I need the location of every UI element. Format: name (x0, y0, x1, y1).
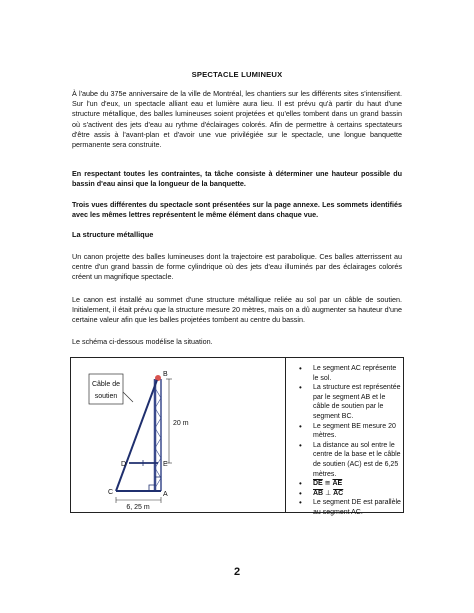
structure-diagram (71, 358, 285, 514)
segment-de-symbol: $\overline{DE}$ (313, 480, 323, 488)
perpendicular-symbol: ⊥ (323, 489, 334, 497)
fact-item (293, 489, 401, 499)
fact-item: • Le segment DE est parallèle au segment AC. (293, 498, 401, 517)
vertex-e-label: E (163, 461, 168, 468)
fact-item: • Le segment AC représente le sol. (293, 364, 401, 383)
schema-table (70, 357, 404, 516)
fact-item: • Le segment BE mesure 20 mètres. (293, 422, 401, 441)
vertex-b-label: B (163, 371, 168, 378)
table-divider (285, 358, 286, 512)
intro-paragraph: À l'aube du 375e anniversaire de la ville de Montréal, les chantiers sur les différents sites s'intensifient. Sur l'un d'eux, un spectacle alliant eau et lumière aura lieu. Il est prévu qu'à partir du haut d'une structure métallique, des balles lumineuses soient projetées et qu'elles tombent dans un grand bassin où s'activent des jets d'eau au rythme d'éclairages colorés. Afin de permettre à certains spectateurs d'être assis à l'avant-plan et d'avoir une vue privilégiée sur le spectacle, une longue banquette permanente sera construite. (72, 89, 402, 150)
page-number: 2 (233, 566, 241, 578)
fact-item: • La structure est représentée par le segment AB et le câble de soutien par le segment BC. (293, 383, 401, 421)
installation-paragraph: Le canon est installé au sommet d'une structure métallique reliée au sol par un câble de soutien. Initialement, il était prévu que la structure mesure 20 mètres, mais on a dû augmenter sa hauteur d'une certaine valeur afin que les balles projetées tombent au centre du bassin. (72, 295, 402, 325)
document-title: SPECTACLE LUMINEUX (191, 70, 283, 79)
cable-label-line2: soutien (94, 393, 118, 400)
section-heading: La structure métallique (72, 230, 154, 239)
base-label: 6, 25 m (126, 504, 150, 511)
task-paragraph: En respectant toutes les contraintes, ta tâche consiste à déterminer une hauteur possible du bassin d'eau ainsi que la longueur de la banquette. (72, 169, 402, 189)
segment-ac-symbol: $\overline{AC}$ (333, 489, 344, 497)
facts-list (293, 364, 401, 518)
segment-ae-symbol: $\overline{AE}$ (332, 480, 343, 488)
cable-pointer (123, 392, 133, 402)
vertex-a-label: A (163, 491, 168, 498)
schema-paragraph: Le schéma ci-dessous modélise la situation. (72, 337, 213, 346)
height-label: 20 m (173, 420, 189, 427)
vertex-d-label: D (121, 461, 127, 468)
congruent-symbol: ≅ (322, 480, 333, 488)
cable-label-line1: Câble de (91, 381, 121, 388)
canon-paragraph: Un canon projette des balles lumineuses dont la trajectoire est parabolique. Ces balles atterrissent au centre d'un grand bassin de forme cylindrique où des jets d'eau illuminés par des éclairages colorés créent un magnifique spectacle. (72, 252, 402, 282)
vertex-c-label: C (108, 489, 114, 496)
segment-ab-symbol: $\overline{AB}$ (313, 489, 324, 497)
fact-item (293, 479, 401, 489)
fact-item: • La distance au sol entre le centre de la base et le câble de soutien (AC) est de 6,25 mètres. (293, 441, 401, 479)
metal-structure (155, 379, 161, 491)
views-note-paragraph: Trois vues différentes du spectacle sont présentées sur la page annexe. Les sommets identifiés avec les mêmes lettres représentent le même élément dans chaque vue. (72, 200, 402, 220)
